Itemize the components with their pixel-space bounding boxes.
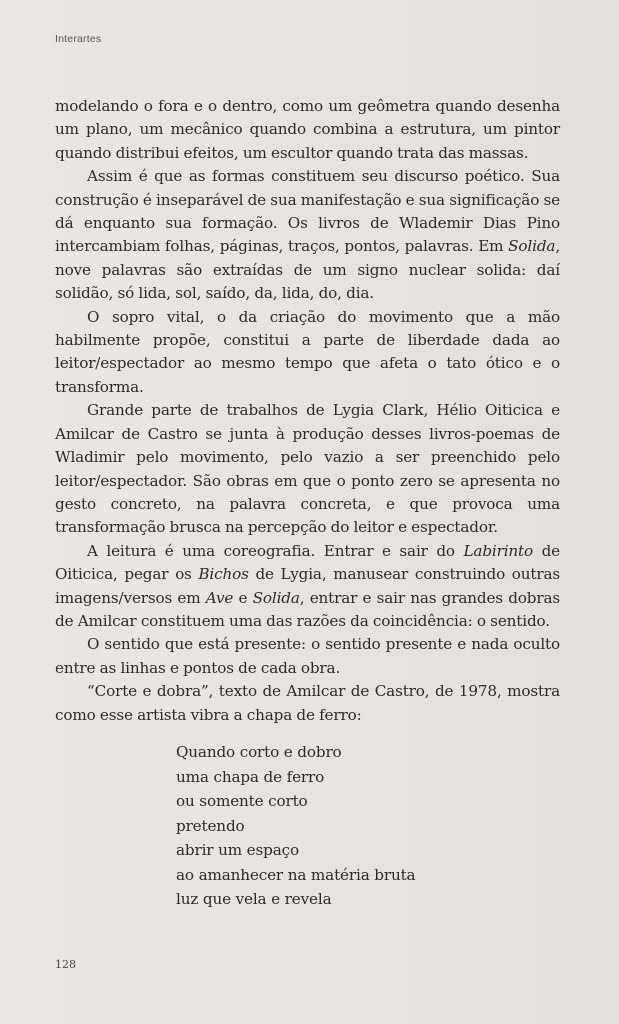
paragraph-text: Assim é que as formas constituem seu discurso poético. Sua construção é inseparável de sua manifestação e sua significação se dá enquanto sua formação. Os livros de Wlademir Dias Pino intercambiam folhas, páginas, traços, pontos, palavras. Em [55,167,560,256]
italic-title: Bichos [198,565,249,584]
poem-line: pretendo [176,816,245,835]
poem-line: ao amanhecer na matéria bruta [176,865,416,884]
body-text [55,95,560,727]
paragraph-text: , nove palavras são extraídas de um signo nuclear solida: daí solidão, só lida, sol, saído, da, lida, do, dia. [55,237,560,303]
paragraph-text: A leitura é uma coreografia. Entrar e sair do [87,541,464,560]
italic-title: Labirinto [463,541,533,560]
poem-line: abrir um espaço [176,841,299,859]
paragraph-text: de Lygia, manusear construindo outras imagens/versos em [55,565,560,607]
paragraph-5 [55,540,560,634]
paragraph-4 [55,399,560,539]
paragraph-text: Grande parte de trabalhos de Lygia Clark, Hélio Oiticica e Amilcar de Castro se junta à produção desses livros-poemas de Wladimir pelo movimento, pelo vazio a ser preenchido pelo leitor/espectador. São obras em que o ponto zero se apresenta no gesto concreto, na palavra concreta, e que provoca uma transformação brusca na percepção do leitor e espectador. [55,401,560,537]
poem-line: uma chapa de ferro [176,767,325,786]
paragraph-1 [55,95,560,165]
poem-line: luz que vela e revela [176,890,332,908]
paragraph-text: , entrar e sair nas grandes dobras de Amilcar constituem uma das razões da coincidência: o sentido. [55,588,560,630]
paragraph-text: O sentido que está presente: o sentido presente e nada oculto entre as linhas e pontos de cada obra. [55,635,560,677]
paragraph-3 [55,306,560,400]
paragraph-2 [55,165,560,305]
paragraph-6 [55,633,560,680]
paragraph-text: O sopro vital, o da criação do movimento que a mão habilmente propõe, constitui a parte de liberdade dada ao leitor/espectador ao mesmo tempo que afeta o tato ótico e o transforma. [55,307,560,396]
paragraph-text: e [233,588,253,607]
poem-line: ou somente corto [176,792,308,810]
running-head: Interartes [55,33,102,45]
italic-title: Solida [252,588,300,607]
poem-line: Quando corto e dobro [176,743,342,761]
paragraph-text: de Oiticica, pegar os [55,541,560,584]
page-number: 128 [55,958,76,971]
paragraph-text: modelando o fora e o dentro, como um geômetra quando desenha um plano, um mecânico quando combina a estrutura, um pintor quando distribui efeitos, um escultor quando trata das massas. [55,97,560,162]
italic-title: Ave [205,588,234,607]
italic-title: Solida [508,237,556,256]
paragraph-text: “Corte e dobra”, texto de Amilcar de Castro, de 1978, mostra como esse artista vibra a chapa de ferro: [55,682,560,724]
paragraph-7 [55,680,560,727]
quoted-poem [176,740,415,912]
